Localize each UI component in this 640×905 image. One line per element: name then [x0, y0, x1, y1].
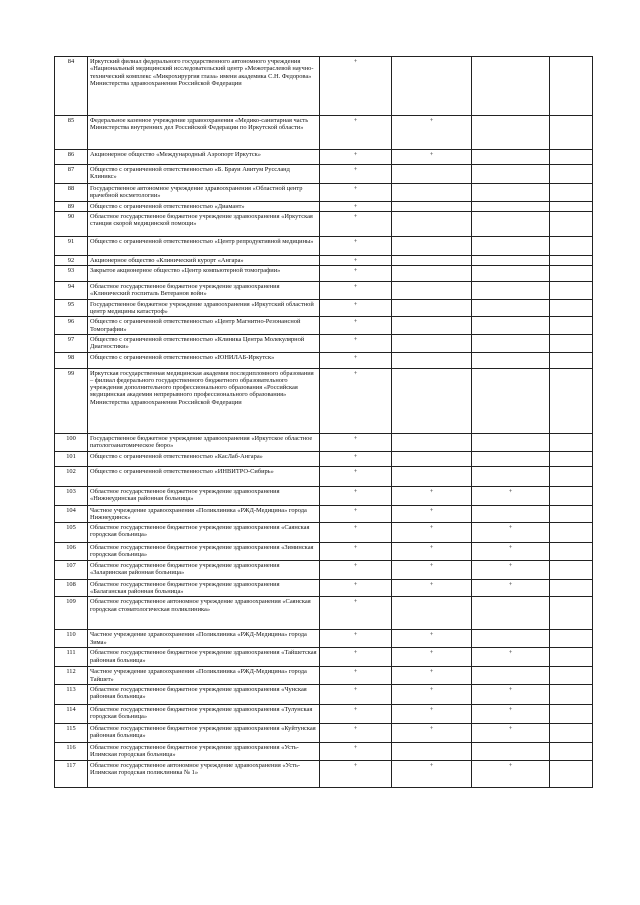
organization-name: Областное государственное автономное учреждение здравоохранения «Саянская городская стоматологическая поликлиника»: [88, 597, 320, 630]
mark-column-4: [550, 266, 593, 282]
mark-column-4: [550, 684, 593, 704]
mark-column-1: +: [320, 579, 392, 597]
mark-column-1: +: [320, 266, 392, 282]
mark-column-1: +: [320, 723, 392, 742]
row-number: 94: [55, 282, 88, 300]
organization-name: Областное государственное бюджетное учреждение здравоохранения «Зиминская городская больница»: [88, 543, 320, 561]
organization-name: Государственное бюджетное учреждение здравоохранения «Иркутский областной центр медицины катастроф»: [88, 299, 320, 317]
row-number: 114: [55, 704, 88, 723]
row-number: 95: [55, 299, 88, 317]
mark-column-2: +: [392, 543, 472, 561]
table-row: [55, 433, 593, 451]
row-number: 110: [55, 630, 88, 648]
mark-column-1: +: [320, 116, 392, 150]
mark-column-3: [472, 150, 550, 165]
mark-column-3: +: [472, 704, 550, 723]
mark-column-2: [392, 282, 472, 300]
mark-column-2: +: [392, 579, 472, 597]
organization-name: Областное государственное бюджетное учреждение здравоохранения «Чунская районная больница»: [88, 684, 320, 704]
mark-column-4: [550, 165, 593, 184]
mark-column-2: [392, 236, 472, 255]
table-row: [55, 255, 593, 265]
mark-column-3: [472, 116, 550, 150]
mark-column-4: [550, 543, 593, 561]
mark-column-1: +: [320, 648, 392, 667]
table-row: [55, 684, 593, 704]
mark-column-1: +: [320, 704, 392, 723]
row-number: 92: [55, 255, 88, 265]
mark-column-1: +: [320, 523, 392, 543]
mark-column-1: +: [320, 543, 392, 561]
mark-column-3: [472, 667, 550, 685]
organization-name: Общество с ограниченной ответственностью «Центр репродуктивной медицины»: [88, 236, 320, 255]
row-number: 108: [55, 579, 88, 597]
mark-column-3: [472, 505, 550, 523]
mark-column-1: +: [320, 255, 392, 265]
organization-name: Общество с ограниченной ответственностью «Клиника Центра Молекулярной Диагностики»: [88, 334, 320, 352]
table-row: [55, 236, 593, 255]
organization-name: Общество с ограниченной ответственностью «ИНВИТРО-Сибирь»: [88, 466, 320, 486]
organization-name: Областное государственное бюджетное учреждение здравоохранения «Нижнеудинская районная больница»: [88, 486, 320, 505]
table-row: [55, 368, 593, 433]
mark-column-2: +: [392, 505, 472, 523]
mark-column-1: +: [320, 433, 392, 451]
mark-column-3: [472, 282, 550, 300]
mark-column-2: +: [392, 667, 472, 685]
mark-column-1: +: [320, 317, 392, 335]
organization-name: Акционерное общество «Международный Аэропорт Иркутск»: [88, 150, 320, 165]
row-number: 107: [55, 560, 88, 579]
row-number: 102: [55, 466, 88, 486]
mark-column-3: [472, 57, 550, 116]
mark-column-2: +: [392, 116, 472, 150]
table-row: [55, 451, 593, 466]
mark-column-1: +: [320, 150, 392, 165]
organizations-table: [54, 56, 593, 788]
mark-column-4: [550, 211, 593, 236]
mark-column-4: [550, 723, 593, 742]
mark-column-4: [550, 523, 593, 543]
mark-column-2: [392, 742, 472, 760]
table-body: [55, 57, 593, 788]
table-row: [55, 150, 593, 165]
row-number: 97: [55, 334, 88, 352]
mark-column-2: +: [392, 150, 472, 165]
mark-column-3: [472, 255, 550, 265]
mark-column-3: [472, 201, 550, 211]
mark-column-2: [392, 57, 472, 116]
organization-name: Государственное бюджетное учреждение здравоохранения «Иркутское областное патологоанатомическое бюро»: [88, 433, 320, 451]
organization-name: Областное государственное бюджетное учреждение здравоохранения «Иркутская станция скорой медицинской помощи»: [88, 211, 320, 236]
mark-column-4: [550, 299, 593, 317]
table-row: [55, 165, 593, 184]
mark-column-4: [550, 184, 593, 202]
table-row: [55, 543, 593, 561]
row-number: 109: [55, 597, 88, 630]
row-number: 88: [55, 184, 88, 202]
row-number: 103: [55, 486, 88, 505]
organization-name: Частное учреждение здравоохранения «Поликлиника «РЖД-Медицина» города Зима»: [88, 630, 320, 648]
mark-column-2: [392, 255, 472, 265]
mark-column-4: [550, 334, 593, 352]
organization-name: Иркутский филиал федерального государственного автономного учреждения «Национальный медицинский исследовательский центр «Межотраслевой научно-технический комплекс «Микрохирургия глаза» имени академика С.Н. Федорова» Министерства здравоохранения Российской Федерации: [88, 57, 320, 116]
organization-name: Иркутская государственная медицинская академия последипломного образования – филиал федерального государственного бюджетного образовательного учреждения дополнительного профессионального образования «Российская медицинская академия непрерывного профессионального образования» Министерства здравоохранения Российской Федерации: [88, 368, 320, 433]
table-row: [55, 201, 593, 211]
row-number: 117: [55, 760, 88, 787]
mark-column-1: +: [320, 466, 392, 486]
table-row: [55, 523, 593, 543]
organization-name: Государственное автономное учреждение здравоохранения «Областной центр врачебной косметологии»: [88, 184, 320, 202]
row-number: 85: [55, 116, 88, 150]
mark-column-4: [550, 282, 593, 300]
mark-column-2: [392, 368, 472, 433]
mark-column-4: [550, 150, 593, 165]
row-number: 89: [55, 201, 88, 211]
mark-column-4: [550, 648, 593, 667]
mark-column-2: [392, 201, 472, 211]
organization-name: Областное государственное бюджетное учреждение здравоохранения «Тулунская городская больница»: [88, 704, 320, 723]
table-row: [55, 630, 593, 648]
organization-name: Областное государственное бюджетное учреждение здравоохранения «Заларинская районная больница»: [88, 560, 320, 579]
row-number: 87: [55, 165, 88, 184]
mark-column-2: +: [392, 760, 472, 787]
organization-name: Общество с ограниченной ответственностью «Диамант»: [88, 201, 320, 211]
mark-column-1: +: [320, 282, 392, 300]
mark-column-1: +: [320, 299, 392, 317]
organization-name: Закрытое акционерное общество «Центр компьютерной томографии»: [88, 266, 320, 282]
row-number: 99: [55, 368, 88, 433]
mark-column-2: [392, 433, 472, 451]
row-number: 101: [55, 451, 88, 466]
row-number: 98: [55, 352, 88, 368]
mark-column-2: +: [392, 560, 472, 579]
mark-column-3: [472, 742, 550, 760]
mark-column-4: [550, 505, 593, 523]
mark-column-4: [550, 116, 593, 150]
mark-column-3: [472, 184, 550, 202]
mark-column-2: +: [392, 684, 472, 704]
mark-column-4: [550, 667, 593, 685]
mark-column-4: [550, 579, 593, 597]
mark-column-2: [392, 334, 472, 352]
mark-column-4: [550, 704, 593, 723]
mark-column-2: [392, 266, 472, 282]
table-row: [55, 579, 593, 597]
mark-column-3: +: [472, 760, 550, 787]
organization-name: Областное государственное бюджетное учреждение здравоохранения «Куйтунская районная больница»: [88, 723, 320, 742]
row-number: 84: [55, 57, 88, 116]
row-number: 105: [55, 523, 88, 543]
table-row: [55, 723, 593, 742]
table-row: [55, 742, 593, 760]
organization-name: Областное государственное бюджетное учреждение здравоохранения «Клинический госпиталь Ветеранов войн»: [88, 282, 320, 300]
mark-column-4: [550, 486, 593, 505]
row-number: 115: [55, 723, 88, 742]
organization-name: Частное учреждение здравоохранения «Поликлиника «РЖД-Медицина» города Тайшет»: [88, 667, 320, 685]
mark-column-3: +: [472, 723, 550, 742]
mark-column-3: [472, 334, 550, 352]
organization-name: Общество с ограниченной ответственностью «ЮНИЛАБ-Иркутск»: [88, 352, 320, 368]
mark-column-4: [550, 352, 593, 368]
mark-column-2: [392, 451, 472, 466]
mark-column-2: [392, 299, 472, 317]
table-row: [55, 317, 593, 335]
mark-column-3: +: [472, 684, 550, 704]
mark-column-1: +: [320, 57, 392, 116]
row-number: 116: [55, 742, 88, 760]
row-number: 93: [55, 266, 88, 282]
mark-column-2: +: [392, 723, 472, 742]
mark-column-1: +: [320, 684, 392, 704]
mark-column-1: +: [320, 760, 392, 787]
mark-column-1: +: [320, 451, 392, 466]
mark-column-1: +: [320, 184, 392, 202]
table-row: [55, 560, 593, 579]
mark-column-3: +: [472, 543, 550, 561]
mark-column-1: +: [320, 667, 392, 685]
mark-column-1: +: [320, 560, 392, 579]
mark-column-2: [392, 317, 472, 335]
mark-column-2: +: [392, 648, 472, 667]
mark-column-3: [472, 165, 550, 184]
row-number: 111: [55, 648, 88, 667]
mark-column-3: [472, 630, 550, 648]
mark-column-1: +: [320, 368, 392, 433]
mark-column-1: +: [320, 352, 392, 368]
table-row: [55, 704, 593, 723]
table-row: [55, 266, 593, 282]
mark-column-2: +: [392, 630, 472, 648]
mark-column-2: [392, 211, 472, 236]
mark-column-2: +: [392, 486, 472, 505]
mark-column-3: +: [472, 523, 550, 543]
mark-column-3: [472, 236, 550, 255]
row-number: 106: [55, 543, 88, 561]
row-number: 90: [55, 211, 88, 236]
mark-column-2: [392, 165, 472, 184]
mark-column-3: +: [472, 579, 550, 597]
mark-column-4: [550, 368, 593, 433]
table-row: [55, 597, 593, 630]
table-row: [55, 667, 593, 685]
mark-column-3: [472, 451, 550, 466]
row-number: 86: [55, 150, 88, 165]
organization-name: Областное государственное автономное учреждение здравоохранения «Усть-Илимская городская поликлиника № 1»: [88, 760, 320, 787]
mark-column-1: +: [320, 201, 392, 211]
mark-column-1: +: [320, 742, 392, 760]
mark-column-2: +: [392, 523, 472, 543]
mark-column-4: [550, 630, 593, 648]
mark-column-4: [550, 201, 593, 211]
mark-column-1: +: [320, 597, 392, 630]
table-row: [55, 184, 593, 202]
mark-column-1: +: [320, 630, 392, 648]
mark-column-1: +: [320, 486, 392, 505]
mark-column-3: [472, 266, 550, 282]
table-row: [55, 352, 593, 368]
organization-name: Общество с ограниченной ответственностью «КасЛаб-Ангара»: [88, 451, 320, 466]
table-row: [55, 57, 593, 116]
organization-name: Областное государственное бюджетное учреждение здравоохранения «Тайшетская районная больница»: [88, 648, 320, 667]
mark-column-4: [550, 742, 593, 760]
mark-column-3: [472, 466, 550, 486]
organization-name: Областное государственное бюджетное учреждение здравоохранения «Саянская городская больница»: [88, 523, 320, 543]
mark-column-2: [392, 184, 472, 202]
mark-column-3: [472, 299, 550, 317]
row-number: 96: [55, 317, 88, 335]
mark-column-2: +: [392, 704, 472, 723]
table-row: [55, 486, 593, 505]
mark-column-3: [472, 352, 550, 368]
row-number: 113: [55, 684, 88, 704]
organization-name: Акционерное общество «Клинический курорт «Ангара»: [88, 255, 320, 265]
table-row: [55, 282, 593, 300]
row-number: 112: [55, 667, 88, 685]
mark-column-4: [550, 560, 593, 579]
organization-name: Общество с ограниченной ответственностью «Центр Магнитно-Резонансной Томографии»: [88, 317, 320, 335]
mark-column-3: [472, 597, 550, 630]
mark-column-4: [550, 760, 593, 787]
row-number: 104: [55, 505, 88, 523]
mark-column-3: [472, 368, 550, 433]
mark-column-3: [472, 433, 550, 451]
table-row: [55, 648, 593, 667]
table-row: [55, 505, 593, 523]
organization-name: Частное учреждение здравоохранения «Поликлиника «РЖД-Медицина» города Нижнеудинск»: [88, 505, 320, 523]
mark-column-4: [550, 433, 593, 451]
table-row: [55, 760, 593, 787]
mark-column-1: +: [320, 334, 392, 352]
mark-column-4: [550, 597, 593, 630]
row-number: 100: [55, 433, 88, 451]
mark-column-2: [392, 352, 472, 368]
mark-column-1: +: [320, 236, 392, 255]
mark-column-4: [550, 451, 593, 466]
mark-column-4: [550, 317, 593, 335]
organization-name: Федеральное казенное учреждение здравоохранения «Медико-санитарная часть Министерства внутренних дел Российской Федерации по Иркутской области»: [88, 116, 320, 150]
organization-name: Общество с ограниченной ответственностью «Б. Брауи Авитум Руссланд Клиникс»: [88, 165, 320, 184]
table-row: [55, 116, 593, 150]
mark-column-3: +: [472, 560, 550, 579]
mark-column-4: [550, 466, 593, 486]
table-row: [55, 299, 593, 317]
mark-column-4: [550, 255, 593, 265]
mark-column-1: +: [320, 211, 392, 236]
mark-column-1: +: [320, 505, 392, 523]
mark-column-1: +: [320, 165, 392, 184]
table-row: [55, 466, 593, 486]
mark-column-2: [392, 466, 472, 486]
mark-column-3: [472, 317, 550, 335]
table-row: [55, 334, 593, 352]
mark-column-3: +: [472, 486, 550, 505]
mark-column-4: [550, 57, 593, 116]
mark-column-3: [472, 211, 550, 236]
table-row: [55, 211, 593, 236]
organization-name: Областное государственное бюджетное учреждение здравоохранения «Балаганская районная больница»: [88, 579, 320, 597]
organization-name: Областное государственное бюджетное учреждение здравоохранения «Усть-Илимская городская больница»: [88, 742, 320, 760]
mark-column-3: +: [472, 648, 550, 667]
mark-column-2: [392, 597, 472, 630]
mark-column-4: [550, 236, 593, 255]
row-number: 91: [55, 236, 88, 255]
